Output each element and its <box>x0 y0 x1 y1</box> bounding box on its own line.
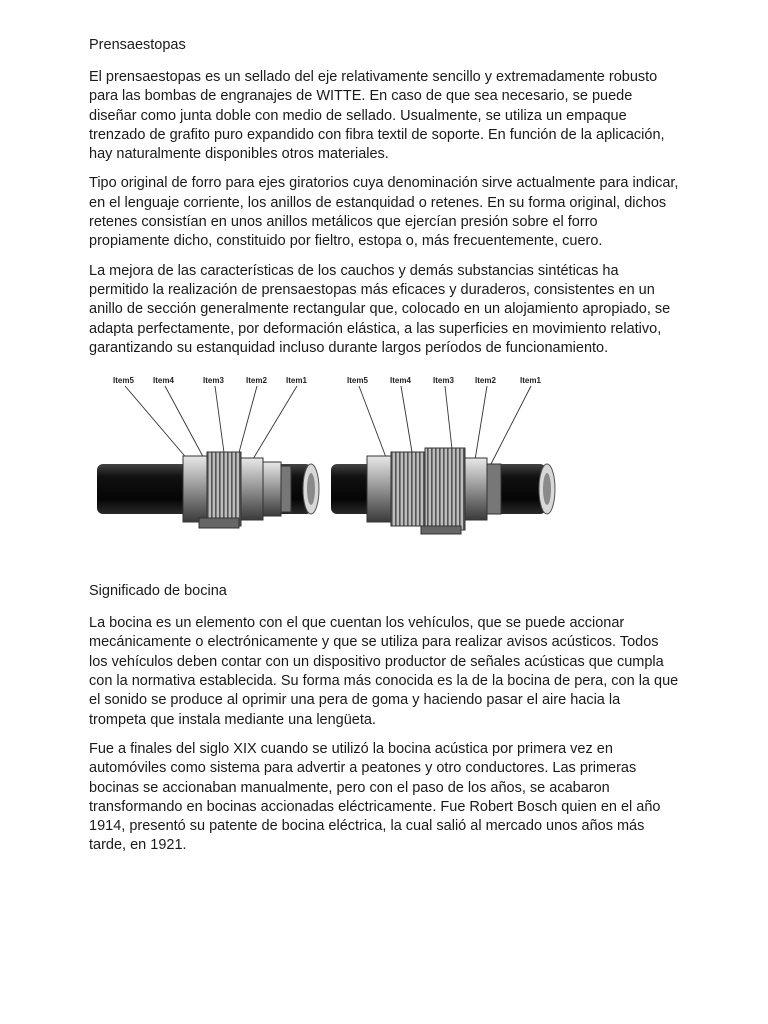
paragraph: La mejora de las características de los cauchos y demás substancias sintéticas ha permitido la realización de prensaestopas más eficaces y duraderos, consistentes en un anillo de sección generalmente rectangular que, colocado en un alojamiento apropiado, se adapta perfectamente, por deformación elástica, a las superficies en movimiento relativo, garantizando su estanquidad incluso durante largos períodos de funcionamiento. <box>89 262 671 356</box>
section-title-prensaestopas: Prensaestopas <box>89 37 186 53</box>
paragraph: La bocina es un elemento con el que cuentan los vehículos, que se puede accionar mecánicamente o electrónicamente y que se utiliza para realizar avisos acústicos. Todos los vehículos deben contar con un dispositivo productor de señales acústicas que cumpla con la normativa establecida. Su forma más conocida es la de la bocina de pera, con la que el sonido se produce al oprimir una pera de goma y haciendo pasar el aire hacia la trompeta que instala mediante una lengüeta. <box>89 615 679 728</box>
item-label: Item1 <box>286 376 307 386</box>
item-label: Item5 <box>113 376 134 386</box>
paragraph: Tipo original de forro para ejes giratorios cuya denominación sirve actualmente para indicar, en el lenguaje corriente, los anillos de estanquidad o retenes. En su forma original, dichos retenes consistían en unos anillos metálicos que ejercían presión sobre el forro propiamente dicho, constituido por fieltro, estopa o, más frecuentemente, cuero. <box>89 175 679 250</box>
item-label: Item5 <box>347 376 368 386</box>
cable-gland-diagram <box>95 368 575 568</box>
gland-left <box>97 376 319 528</box>
document-page <box>89 36 679 866</box>
item-label: Item3 <box>203 376 224 386</box>
paragraph: Fue a finales del siglo XIX cuando se utilizó la bocina acústica por primera vez en automóviles como sistema para advertir a peatones y otro conductores. Las primeras bocinas se accionaban manualmente, pero con el paso de los años, se acabaron transformando en bocinas accionadas eléctricamente. Fue Robert Bosch quien en el año 1914, presentó su patente de bocina eléctrica, la cual salió al mercado unos años más tarde, en 1921. <box>89 740 661 854</box>
item-label: Item4 <box>390 376 411 386</box>
item-label: Item2 <box>475 376 496 386</box>
section-title-bocina: Significado de bocina <box>89 583 227 600</box>
item-label: Item2 <box>246 376 267 386</box>
cable-gland-illustration <box>95 368 575 568</box>
item-label: Item3 <box>433 376 454 386</box>
paragraph: El prensaestopas es un sellado del eje relativamente sencillo y extremadamente robusto para las bombas de engranajes de WITTE. En caso de que sea necesario, se puede diseñar como junta doble con medio de sellado. Usualmente, se utiliza un empaque trenzado de grafito puro expandido con fibra textil de soporte. En función de la aplicación, hay naturalmente disponibles otros materiales. <box>89 69 665 163</box>
gland-right <box>331 376 555 534</box>
item-label: Item1 <box>520 376 541 386</box>
item-label: Item4 <box>153 376 174 386</box>
